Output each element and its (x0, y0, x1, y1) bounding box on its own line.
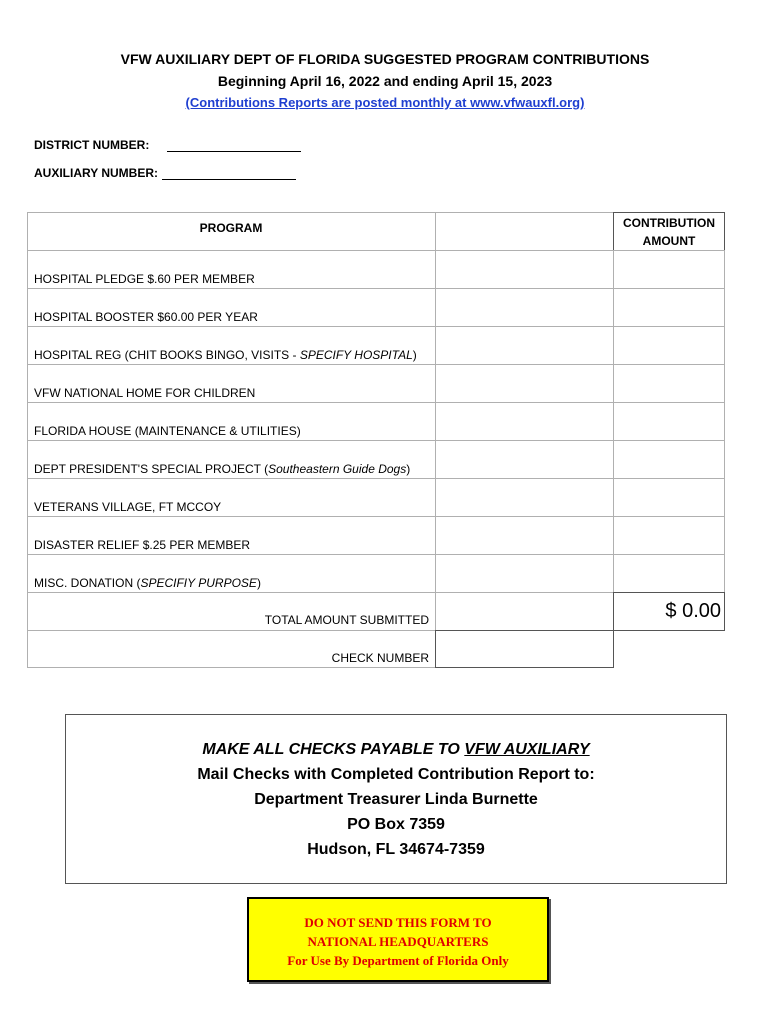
program-suffix: ) (412, 348, 417, 362)
contribution-amount-cell[interactable] (613, 478, 725, 517)
program-text: MISC. DONATION ( (34, 576, 141, 590)
program-blank-cell (435, 440, 614, 479)
program-label (34, 424, 301, 438)
district-number-label: DISTRICT NUMBER: (34, 138, 150, 152)
program-blank-cell (435, 478, 614, 517)
warning-line-2: NATIONAL HEADQUARTERS (307, 934, 489, 949)
program-text: FLORIDA HOUSE (MAINTENANCE & UTILITIES) (34, 424, 301, 438)
program-label (34, 348, 417, 362)
document-header (0, 48, 770, 114)
program-blank-cell (435, 554, 614, 593)
program-blank-cell (435, 402, 614, 441)
contribution-amount-cell[interactable] (613, 288, 725, 327)
program-label (34, 462, 410, 476)
district-number-blank[interactable] (167, 139, 301, 152)
payable-instruction (66, 737, 726, 762)
po-box: PO Box 7359 (347, 816, 445, 833)
program-text: HOSPITAL BOOSTER $60.00 PER YEAR (34, 310, 258, 324)
total-amount-value: $ 0.00 (665, 600, 721, 622)
contribution-amount-cell[interactable] (613, 440, 725, 479)
mailing-instructions-box (65, 714, 727, 884)
document-title: VFW AUXILIARY DEPT OF FLORIDA SUGGESTED PROGRAM CONTRIBUTIONS (120, 51, 650, 67)
program-label (34, 272, 255, 286)
program-text: HOSPITAL REG (CHIT BOOKS BINGO, VISITS - (34, 348, 300, 362)
contribution-amount-header (613, 214, 725, 250)
contribution-amount-cell[interactable] (613, 402, 725, 441)
program-text: VFW NATIONAL HOME FOR CHILDREN (34, 386, 256, 400)
amount-header-line2: AMOUNT (642, 234, 696, 248)
program-blank-cell (435, 516, 614, 555)
city-state-zip: Hudson, FL 34674-7359 (307, 841, 485, 858)
total-blank-cell (435, 592, 614, 631)
program-blank-cell (435, 326, 614, 365)
program-italic-text: SPECIFY HOSPITAL (299, 348, 413, 362)
warning-line-3: For Use By Department of Florida Only (287, 953, 509, 968)
program-blank-cell (435, 288, 614, 327)
website-link[interactable]: (Contributions Reports are posted monthly at www.vfwauxfl.org) (185, 95, 585, 110)
program-suffix: ) (406, 462, 411, 476)
warning-line-1: DO NOT SEND THIS FORM TO (304, 915, 492, 930)
program-header: PROGRAM (199, 221, 263, 235)
contribution-amount-cell[interactable] (613, 250, 725, 289)
payable-name: VFW AUXILIARY (464, 741, 590, 758)
program-label (34, 576, 261, 590)
program-label (34, 500, 221, 514)
check-number-label: CHECK NUMBER (331, 651, 429, 665)
program-text: DEPT PRESIDENT'S SPECIAL PROJECT ( (34, 462, 269, 476)
contribution-amount-cell[interactable] (613, 554, 725, 593)
date-range: Beginning April 16, 2022 and ending April 15, 2023 (217, 73, 553, 89)
program-suffix: ) (256, 576, 261, 590)
program-text: DISASTER RELIEF $.25 PER MEMBER (34, 538, 251, 552)
auxiliary-number-field (34, 166, 296, 180)
contribution-amount-cell[interactable] (613, 364, 725, 403)
check-number-input-cell[interactable] (435, 630, 614, 668)
contribution-amount-cell[interactable] (613, 516, 725, 555)
blank-header-cell (435, 212, 614, 251)
amount-header-line1: CONTRIBUTION (623, 216, 715, 230)
contribution-amount-cell[interactable] (613, 326, 725, 365)
program-label (34, 538, 250, 552)
program-italic-text: SPECIFIY PURPOSE (140, 576, 257, 590)
treasurer-name: Department Treasurer Linda Burnette (254, 791, 538, 808)
program-italic-text: Southeastern Guide Dogs (268, 462, 407, 476)
warning-notice (247, 897, 549, 982)
mail-instruction: Mail Checks with Completed Contribution Report to: (197, 766, 595, 783)
program-blank-cell (435, 364, 614, 403)
auxiliary-number-blank[interactable] (162, 167, 296, 180)
program-text: HOSPITAL PLEDGE $.60 PER MEMBER (34, 272, 255, 286)
auxiliary-number-label: AUXILIARY NUMBER: (34, 166, 159, 180)
total-amount-label: TOTAL AMOUNT SUBMITTED (264, 613, 429, 627)
district-number-field (34, 138, 301, 152)
program-label (34, 386, 255, 400)
program-blank-cell (435, 250, 614, 289)
program-text: VETERANS VILLAGE, FT MCCOY (34, 500, 222, 514)
payable-prefix: MAKE ALL CHECKS PAYABLE TO (202, 741, 465, 758)
program-label (34, 310, 258, 324)
